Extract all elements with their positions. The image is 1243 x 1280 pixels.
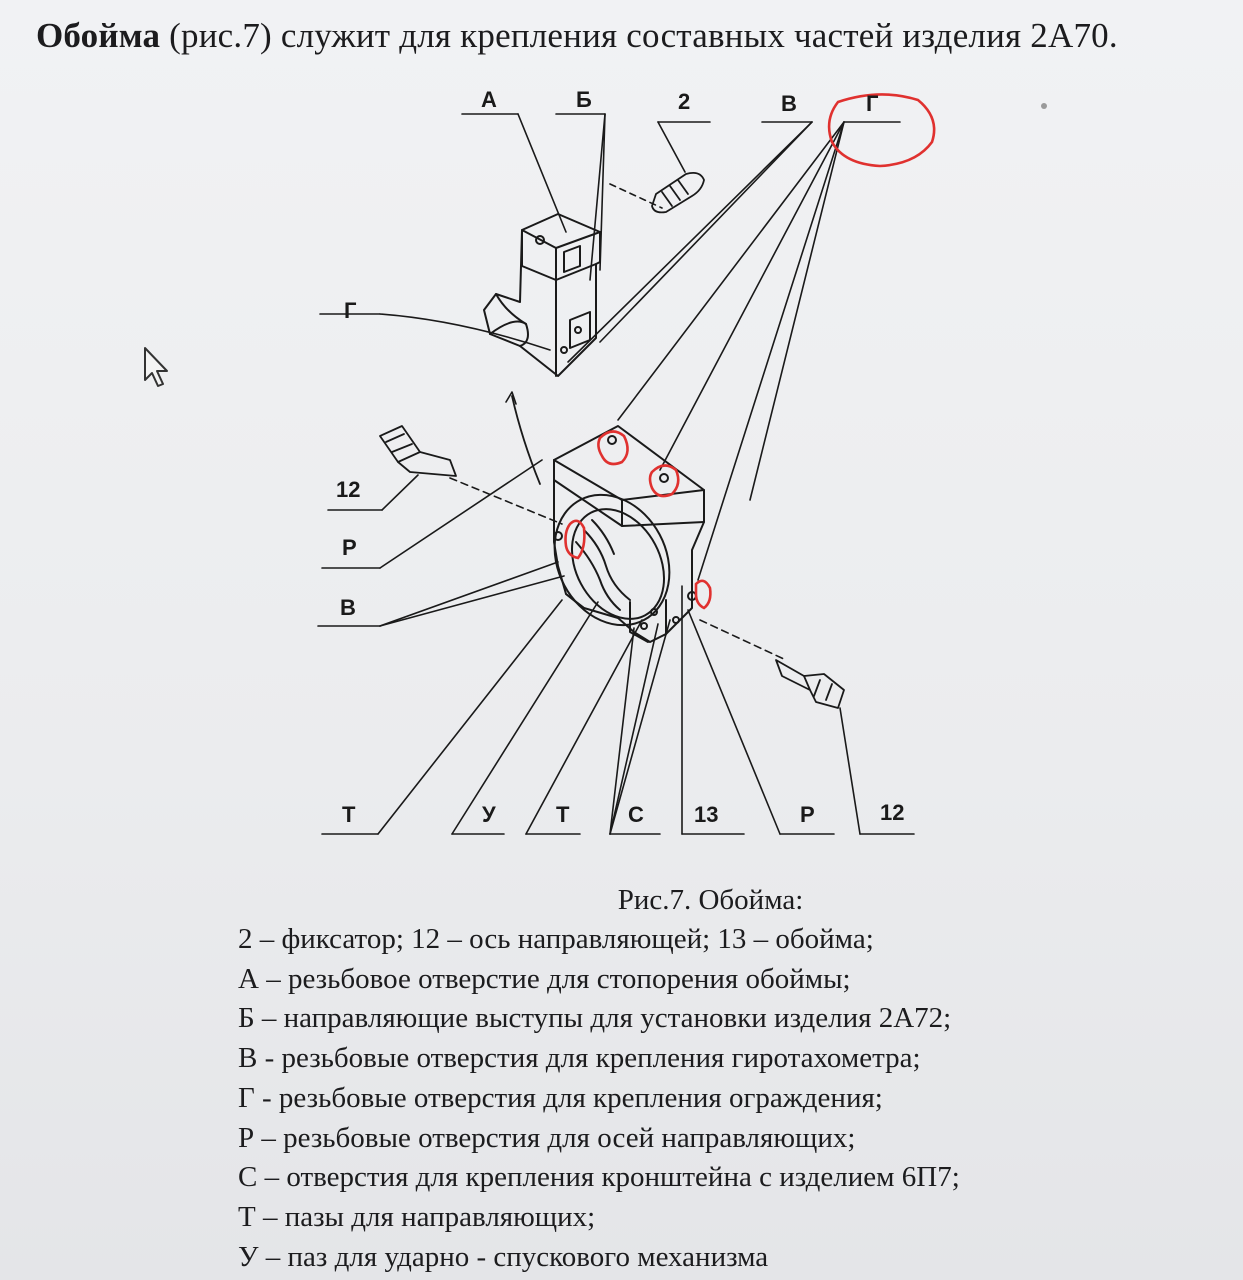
legend-line: Т – пазы для направляющих; [238, 1200, 596, 1233]
leader-2 [658, 122, 685, 172]
leader-v-left1 [380, 576, 564, 626]
leader-g1 [618, 122, 844, 420]
leader-v-left2 [380, 562, 558, 626]
axis-top [610, 184, 662, 208]
legend-line: Г - резьбовые отверстия для крепления ограждения; [238, 1081, 883, 1114]
legend-line: Б – направляющие выступы для установки изделия 2А72; [238, 1002, 952, 1035]
label-r-bottom: Р [800, 802, 815, 827]
label-u: У [482, 802, 496, 827]
heading-text [36, 14, 1236, 58]
leader-r-bottom [688, 610, 780, 834]
label-12-left: 12 [336, 477, 361, 502]
figure-caption: Рис.7. Обойма: [617, 884, 804, 916]
leader-t2 [526, 620, 642, 834]
label-2: 2 [678, 89, 691, 114]
axis-right [700, 620, 786, 660]
highlight-hole-2 [650, 465, 678, 496]
legend-line: Р – резьбовые отверстия для осей направляющих; [238, 1121, 856, 1154]
leader-g4 [698, 122, 844, 580]
guide-axis-12-left [380, 426, 456, 476]
legend-line: У – паз для ударно - спускового механизма [238, 1240, 769, 1273]
highlight-g-label [829, 91, 934, 166]
holder-13-body [532, 426, 704, 645]
heading-bold: Обойма [36, 16, 161, 55]
label-12-bottom: 12 [880, 800, 905, 825]
leader-12-left [382, 475, 418, 510]
mouse-pointer-icon [142, 346, 170, 395]
label-v-top: В [781, 91, 797, 116]
label-t1: Т [342, 802, 356, 827]
leader-v2 [600, 122, 812, 342]
leader-g3 [750, 122, 844, 500]
label-t2: Т [556, 802, 570, 827]
diagram-svg [300, 80, 960, 840]
highlight-hole-3 [566, 521, 585, 558]
heading-rest: (рис.7) служит для крепления составных частей изделия 2А70. [160, 16, 1118, 55]
legend-line: С – отверстия для крепления кронштейна с изделием 6П7; [238, 1161, 960, 1194]
label-v-left: В [340, 595, 356, 620]
label-b: Б [576, 87, 592, 112]
legend-line: В - резьбовые отверстия для крепления гиротахометра; [238, 1042, 921, 1075]
label-s: С [628, 802, 644, 827]
red-highlights [566, 91, 935, 608]
guide-axis-12-right [776, 660, 844, 708]
label-g-left: Г [344, 298, 357, 323]
leader-u [452, 602, 598, 834]
leader-12-bottom [840, 708, 860, 834]
label-13: 13 [694, 802, 719, 827]
figure-legend [238, 920, 1198, 1277]
legend-line: 2 – фиксатор; 12 – ось направляющей; 13 – обойма; [238, 923, 874, 955]
leader-t1 [378, 600, 562, 834]
leader-r-left [380, 460, 542, 568]
label-g-top: Г [866, 91, 879, 116]
upper-bracket [484, 214, 600, 376]
label-a: А [481, 87, 497, 112]
stray-dot [1041, 103, 1047, 109]
legend-line: А – резьбовое отверстие для стопорения обоймы; [238, 962, 851, 995]
label-r-left: Р [342, 535, 357, 560]
highlight-hole-4 [696, 581, 710, 608]
figure-7-diagram [300, 80, 960, 840]
